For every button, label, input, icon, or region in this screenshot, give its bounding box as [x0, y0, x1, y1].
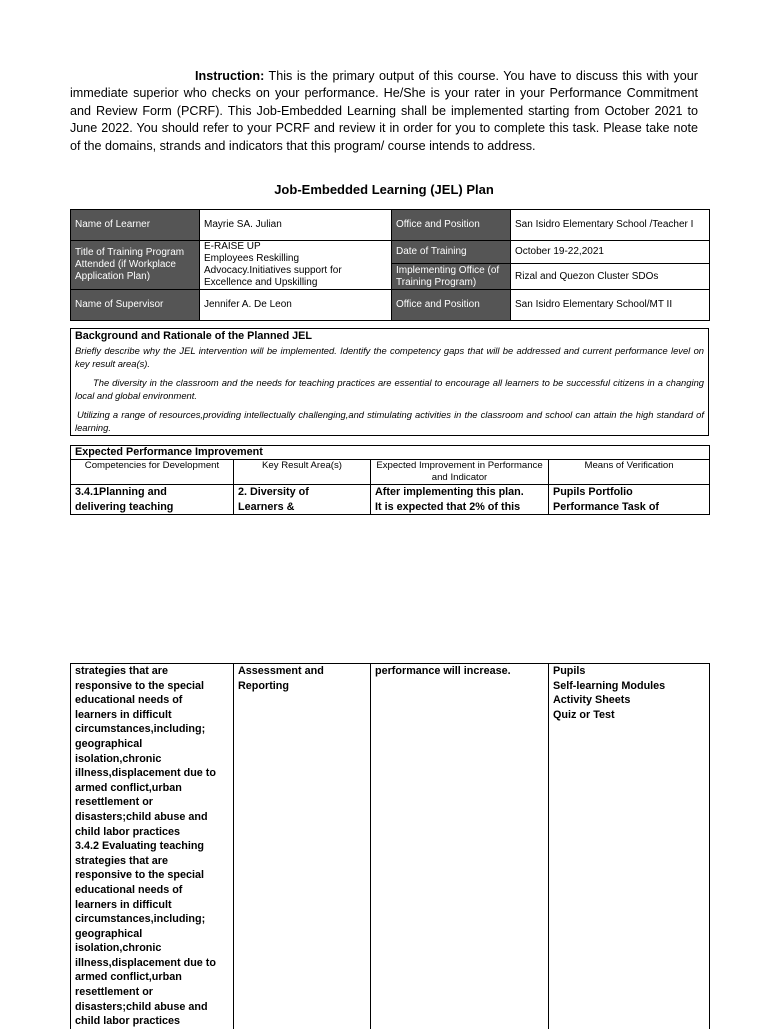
learner-value: Mayrie SA. Julian — [200, 210, 392, 241]
instruction-text: This is the primary output of this course. You have to discuss this with your immediate superior who checks on your performance. He/She is your rater in your Performance Commitment and Review Form (PCRF). This Job-Embedded Learning shall be implemented starting from October 2021 to June 2022. You should refer to your PCRF and review it in order for you to complete this task. Please take note of the domains, strands and indicators that this program/ course intends to address. — [70, 69, 698, 153]
instruction-paragraph — [70, 68, 698, 155]
text-line: strategies that are — [75, 665, 169, 677]
text-line: disasters;child abuse and — [75, 1000, 208, 1013]
training-date-value: October 19-22,2021 — [511, 241, 710, 264]
text-line: Pupils — [553, 665, 586, 677]
text-line: child labor practices — [75, 825, 181, 838]
col-header-improvement: Expected Improvement in Performance and Indicator — [371, 460, 549, 485]
text-line: Quiz or Test — [553, 708, 615, 721]
supervisor-office-label: Office and Position — [392, 290, 511, 321]
text-line: armed conflict,urban — [75, 971, 182, 984]
col-header-kra: Key Result Area(s) — [234, 460, 371, 485]
text-line: delivering teaching — [75, 500, 174, 513]
supervisor-label: Name of Supervisor — [71, 290, 200, 321]
kra-cell — [234, 485, 371, 515]
text-line: educational needs of — [75, 694, 183, 707]
text-line: child labor practices — [75, 1015, 181, 1028]
background-instruction: Briefly describe why the JEL intervention will be implemented. Identify the competency gaps that will be addressed and current performance level on key result area(s). — [75, 344, 704, 369]
background-paragraph-2: Utilizing a range of resources,providing intellectually challenging,and stimulating activities in the classroom and school can attain the high standard of learning. — [75, 408, 704, 433]
training-title-label: Title of Training Program Attended (if Workplace Application Plan) — [71, 241, 200, 290]
text-line: armed conflict,urban — [75, 781, 182, 794]
col-header-verification: Means of Verification — [549, 460, 710, 485]
office-position-label: Office and Position — [392, 210, 511, 241]
text-line: illness,displacement due to — [75, 956, 216, 969]
text-line: Learners & — [238, 500, 295, 513]
text-line: strategies that are — [75, 854, 169, 867]
supervisor-value: Jennifer A. De Leon — [200, 290, 392, 321]
text-line: isolation,chronic — [75, 942, 162, 955]
background-rationale-section — [70, 328, 709, 436]
text-line: 2. Diversity of — [238, 486, 309, 498]
training-title-value: E-RAISE UP Employees Reskilling Advocacy.Initiatives support for Excellence and Upskilling — [200, 241, 392, 290]
text-line: illness,displacement due to — [75, 767, 216, 780]
text-line: responsive to the special — [75, 869, 205, 882]
implementing-office-value: Rizal and Quezon Cluster SDOs — [511, 264, 710, 290]
text-line: isolation,chronic — [75, 752, 162, 765]
text-line: Assessment and — [238, 665, 324, 677]
kra-cell-continued — [234, 664, 371, 1029]
text-line: learners in difficult — [75, 898, 172, 911]
text-line: Reporting — [238, 679, 289, 692]
verification-cell-continued — [549, 664, 710, 1029]
text-line: geographical — [75, 737, 143, 750]
performance-table-continued — [70, 663, 710, 1029]
text-line: performance will increase. — [375, 665, 511, 677]
text-line: Self-learning Modules — [553, 679, 666, 692]
training-date-label: Date of Training — [392, 241, 511, 264]
text-line: After implementing this plan. — [375, 486, 524, 498]
background-heading: Background and Rationale of the Planned JEL — [75, 330, 312, 342]
improvement-cell-continued — [371, 664, 549, 1029]
competency-cell — [71, 485, 234, 515]
text-line: It is expected that 2% of this — [375, 500, 521, 513]
learner-info-table — [70, 209, 710, 321]
text-line: 3.4.1Planning and — [75, 486, 167, 498]
improvement-cell — [371, 485, 549, 515]
supervisor-office-value: San Isidro Elementary School/MT II — [511, 290, 710, 321]
office-position-value: San Isidro Elementary School /Teacher I — [511, 210, 710, 241]
text-line: Activity Sheets — [553, 694, 631, 707]
text-line: disasters;child abuse and — [75, 810, 208, 823]
text-line: learners in difficult — [75, 708, 172, 721]
text-line: responsive to the special — [75, 679, 205, 692]
text-line: circumstances,including; — [75, 913, 206, 926]
page-title: Job-Embedded Learning (JEL) Plan — [274, 182, 494, 197]
instruction-label: Instruction: — [195, 69, 265, 83]
text-line: resettlement or — [75, 796, 154, 809]
performance-heading: Expected Performance Improvement — [71, 446, 710, 460]
text-line: Performance Task of — [553, 500, 660, 513]
implementing-office-label: Implementing Office (of Training Program) — [392, 264, 511, 290]
text-line: geographical — [75, 927, 143, 940]
performance-table — [70, 445, 710, 515]
text-line: Pupils Portfolio — [553, 486, 633, 498]
text-line: 3.4.2 Evaluating teaching — [75, 840, 205, 853]
learner-label: Name of Learner — [71, 210, 200, 241]
text-line: resettlement or — [75, 986, 154, 999]
verification-cell — [549, 485, 710, 515]
text-line: educational needs of — [75, 883, 183, 896]
competency-cell-continued — [71, 664, 234, 1029]
text-line: circumstances,including; — [75, 723, 206, 736]
background-paragraph-1: The diversity in the classroom and the needs for teaching practices are essential to encourage all learners to be successful citizens in a changing local and global environment. — [75, 376, 704, 401]
col-header-competencies: Competencies for Development — [71, 460, 234, 485]
